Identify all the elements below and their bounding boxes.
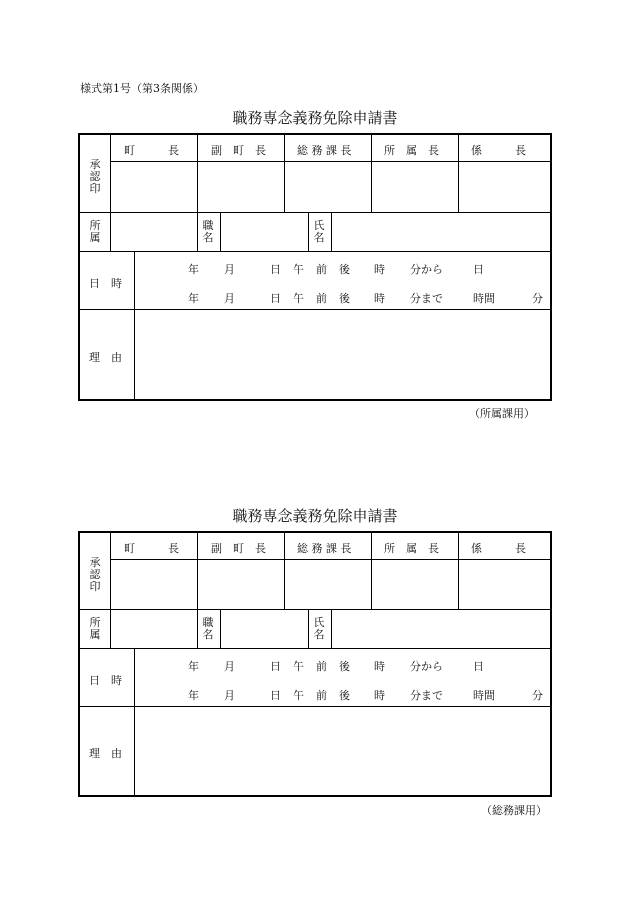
header-department-head: 所 属 長 xyxy=(384,144,439,157)
date-minutes: 分 xyxy=(532,689,543,702)
approval-seal-label: 承認印 xyxy=(89,158,101,195)
grid-line xyxy=(80,648,550,649)
application-form xyxy=(78,531,552,797)
name-field[interactable] xyxy=(332,213,550,251)
seal-box-mayor[interactable] xyxy=(111,162,197,212)
date-to-day: 日 xyxy=(270,292,281,305)
name-label: 氏名 xyxy=(313,616,325,641)
date-from-ampm: 午 xyxy=(293,263,304,276)
affiliation-label: 所属 xyxy=(89,219,101,244)
date-to-minute: 分まで xyxy=(410,292,443,305)
grid-line xyxy=(308,609,309,648)
datetime-label: 日 時 xyxy=(89,277,122,290)
job-title-label: 職名 xyxy=(202,616,214,641)
grid-line xyxy=(197,609,198,648)
date-from-day: 日 xyxy=(270,660,281,673)
date-from-month: 月 xyxy=(224,263,235,276)
form-footer: （総務課用） xyxy=(481,804,547,817)
job-title-field[interactable] xyxy=(221,610,308,648)
date-from-year: 年 xyxy=(188,660,199,673)
header-general-affairs-chief: 総 務 課 長 xyxy=(297,144,352,157)
reason-field[interactable] xyxy=(135,707,550,797)
application-form xyxy=(78,133,552,401)
affiliation-field[interactable] xyxy=(111,213,197,251)
date-from-minute: 分から xyxy=(410,263,443,276)
date-from-year: 年 xyxy=(188,263,199,276)
date-from-minute: 分から xyxy=(410,660,443,673)
date-to-month: 月 xyxy=(224,292,235,305)
date-from-day: 日 xyxy=(270,263,281,276)
date-from-hour: 時 xyxy=(374,263,385,276)
header-deputy-mayor: 副 町 長 xyxy=(211,144,266,157)
header-general-affairs-chief: 総 務 課 長 xyxy=(297,542,352,555)
name-label: 氏名 xyxy=(313,219,325,244)
date-to-hour: 時 xyxy=(374,292,385,305)
approval-seal-label: 承認印 xyxy=(89,556,101,593)
date-hours: 時間 xyxy=(473,292,495,305)
seal-box-deputy-mayor[interactable] xyxy=(198,560,284,609)
date-to-day: 日 xyxy=(270,689,281,702)
date-from-hour: 時 xyxy=(374,660,385,673)
date-from-pm: 後 xyxy=(339,263,350,276)
form-title: 職務専念義務免除申請書 xyxy=(232,109,398,127)
date-to-year: 年 xyxy=(188,292,199,305)
form-title: 職務専念義務免除申請書 xyxy=(232,507,398,525)
date-from-month: 月 xyxy=(224,660,235,673)
datetime-label: 日 時 xyxy=(89,674,122,687)
reason-label: 理 由 xyxy=(89,351,122,364)
seal-box-section-chief[interactable] xyxy=(459,162,550,212)
header-department-head: 所 属 長 xyxy=(384,542,439,555)
date-to-am: 前 xyxy=(316,292,327,305)
seal-box-deputy-mayor[interactable] xyxy=(198,162,284,212)
date-to-ampm: 午 xyxy=(293,689,304,702)
job-title-label: 職名 xyxy=(202,219,214,244)
date-to-am: 前 xyxy=(316,689,327,702)
date-from-ampm: 午 xyxy=(293,660,304,673)
date-to-hour: 時 xyxy=(374,689,385,702)
date-to-pm: 後 xyxy=(339,292,350,305)
grid-line xyxy=(308,212,309,251)
header-mayor: 町 長 xyxy=(124,542,179,555)
date-to-ampm: 午 xyxy=(293,292,304,305)
name-field[interactable] xyxy=(332,610,550,648)
date-from-am: 前 xyxy=(316,263,327,276)
date-from-pm: 後 xyxy=(339,660,350,673)
date-days: 日 xyxy=(473,263,484,276)
reason-field[interactable] xyxy=(135,310,550,401)
grid-line xyxy=(197,212,198,251)
header-section-chief: 係 長 xyxy=(471,542,526,555)
seal-box-department-head[interactable] xyxy=(372,162,458,212)
affiliation-field[interactable] xyxy=(111,610,197,648)
seal-box-section-chief[interactable] xyxy=(459,560,550,609)
job-title-field[interactable] xyxy=(221,213,308,251)
header-section-chief: 係 長 xyxy=(471,144,526,157)
grid-line xyxy=(80,251,550,252)
date-minutes: 分 xyxy=(532,292,543,305)
date-to-pm: 後 xyxy=(339,689,350,702)
header-mayor: 町 長 xyxy=(124,144,179,157)
form-caption: 様式第1号（第3条関係） xyxy=(80,82,204,95)
date-from-am: 前 xyxy=(316,660,327,673)
reason-label: 理 由 xyxy=(89,747,122,760)
seal-box-mayor[interactable] xyxy=(111,560,197,609)
date-to-month: 月 xyxy=(224,689,235,702)
date-days: 日 xyxy=(473,660,484,673)
form-footer: （所属課用） xyxy=(469,407,535,420)
seal-box-general-affairs-chief[interactable] xyxy=(285,560,371,609)
date-to-year: 年 xyxy=(188,689,199,702)
seal-box-general-affairs-chief[interactable] xyxy=(285,162,371,212)
affiliation-label: 所属 xyxy=(89,616,101,641)
date-to-minute: 分まで xyxy=(410,689,443,702)
seal-box-department-head[interactable] xyxy=(372,560,458,609)
date-hours: 時間 xyxy=(473,689,495,702)
header-deputy-mayor: 副 町 長 xyxy=(211,542,266,555)
